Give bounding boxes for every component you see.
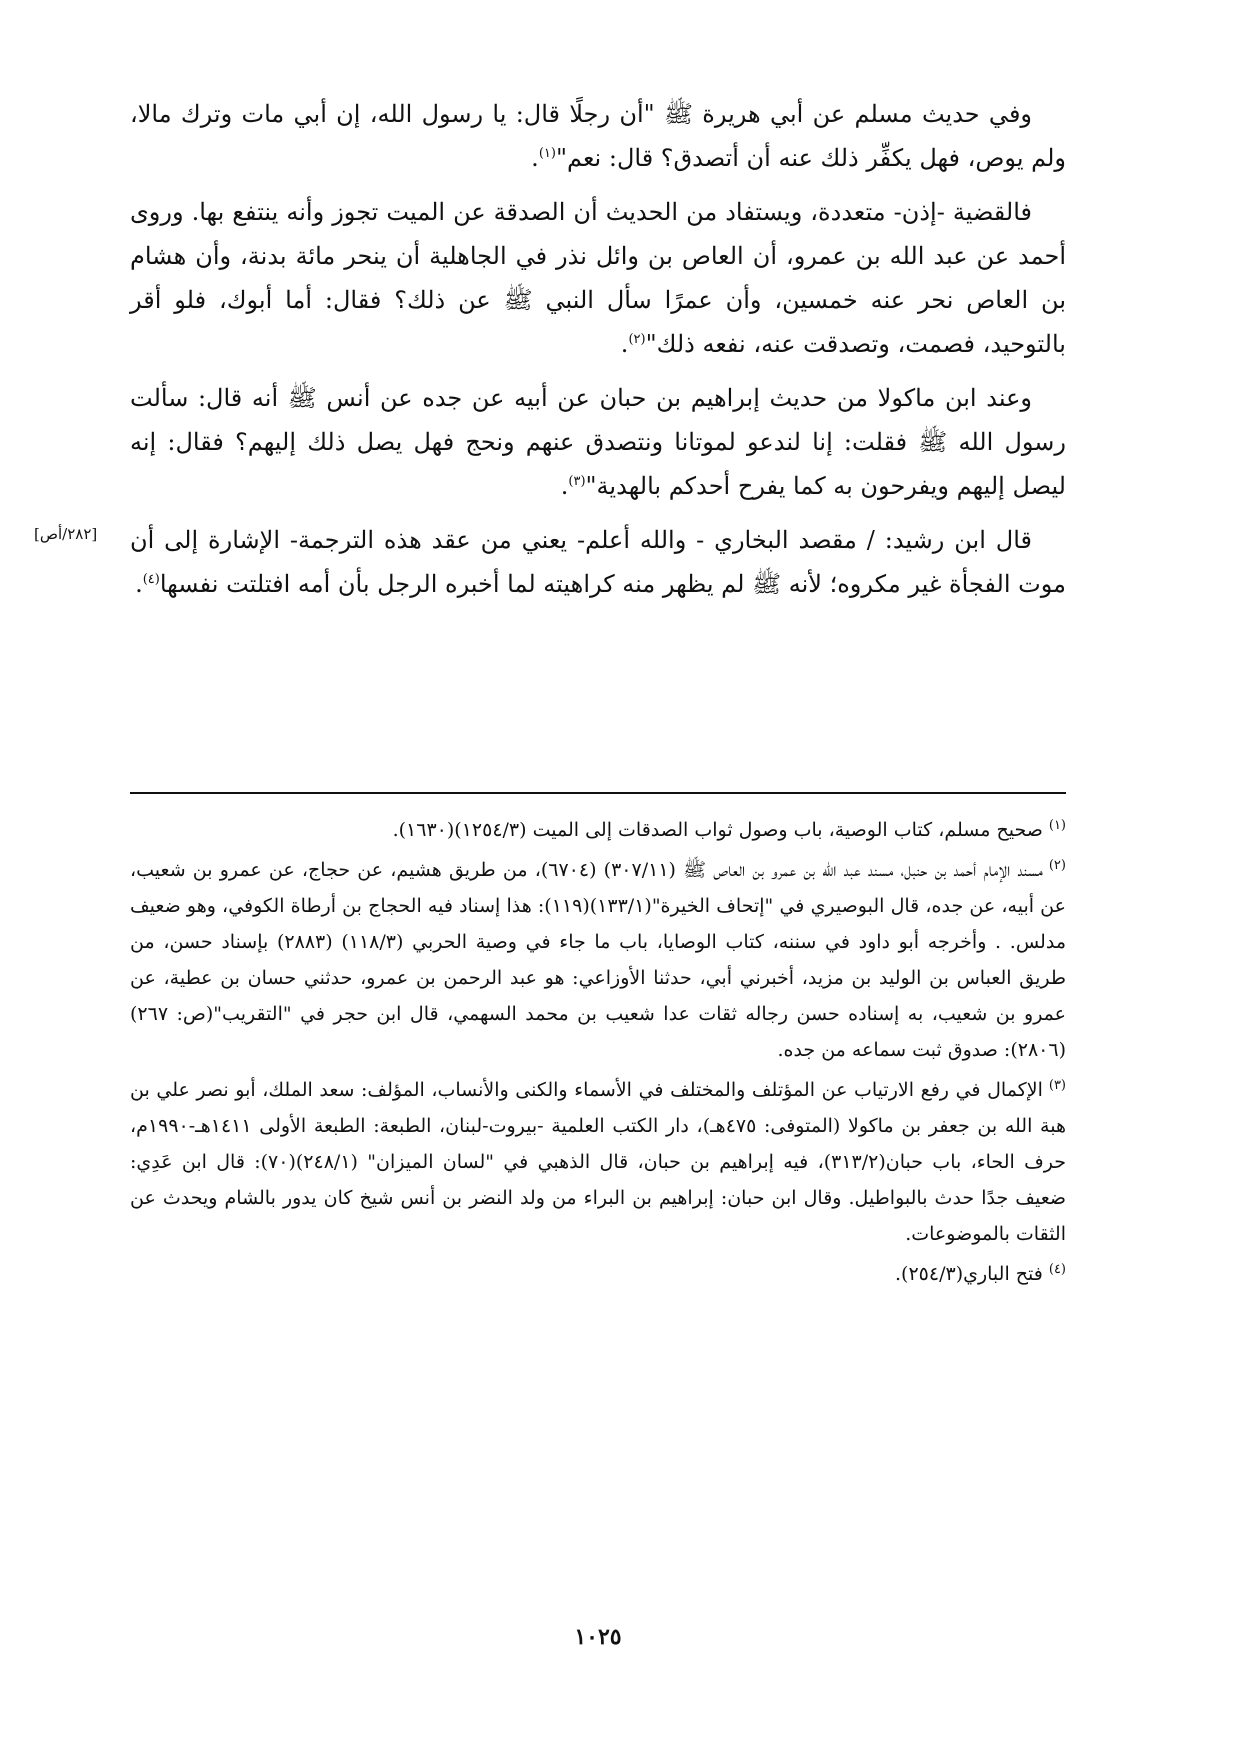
- paragraph-2: [130, 190, 1066, 366]
- footnote-separator: [130, 792, 1066, 794]
- footnote-3-number: (٣): [1048, 1077, 1066, 1093]
- footnote-1: [130, 812, 1066, 848]
- footnote-2: [130, 852, 1066, 1068]
- paragraph-4: [130, 518, 1066, 606]
- footnote-1-number: (١): [1048, 817, 1066, 833]
- paragraph-1-end: .: [531, 144, 539, 172]
- page-number: ١٠٢٥: [574, 1624, 622, 1650]
- footnote-ref-4[interactable]: (٤): [142, 572, 160, 587]
- footnote-3: [130, 1072, 1066, 1252]
- paragraph-4-wrap: [34, 518, 1066, 606]
- paragraph-3-end: .: [560, 472, 569, 500]
- paragraph-2-end: .: [620, 330, 629, 358]
- paragraph-3-text: وعند ابن ماكولا من حديث إبراهيم بن حبان عن أبيه عن جده عن أنس ﷺ أنه قال: سألت رسول الله ﷺ فقلت: إنا لندعو لموتانا ونتصدق عنهم ونحج فهل يصل ذلك إليهم؟ فقال: إنه ليصل إليهم ويفرحون به كما يفرح أحدكم بالهدية": [130, 384, 1066, 500]
- paragraph-3: [130, 376, 1066, 508]
- footnote-4-number: (٤): [1048, 1261, 1066, 1277]
- paragraph-4-end: .: [135, 570, 143, 598]
- paragraph-1-text: وفي حديث مسلم عن أبي هريرة ﷺ "أن رجلًا قال: يا رسول الله، إن أبي مات وترك مالا، ولم يوص، فهل يكفِّر ذلك عنه أن أتصدق؟ قال: نعم": [130, 100, 1066, 172]
- footnote-ref-3[interactable]: (٣): [568, 474, 586, 489]
- footnote-ref-1[interactable]: (١): [538, 146, 556, 161]
- paragraph-4-text: قال ابن رشيد: / مقصد البخاري - والله أعلم- يعني من عقد هذه الترجمة- الإشارة إلى أن موت الفجأة غير مكروه؛ لأنه ﷺ لم يظهر منه كراهيته لما أخبره الرجل بأن أمه افتلتت نفسها: [130, 526, 1066, 598]
- paragraph-2-text: فالقضية -إذن- متعددة، ويستفاد من الحديث أن الصدقة عن الميت تجوز وأنه ينتفع بها. وروى أحمد عن عبد الله بن عمرو، أن العاص بن وائل نذر في الجاهلية أن ينحر مائة بدنة، وأن هشام بن العاص نحر عنه خمسين، وأن عمرًا سأل النبي ﷺ عن ذلك؟ فقال: أما أبوك، فلو أقر بالتوحيد، فصمت، وتصدقت عنه، نفعه ذلك": [130, 198, 1066, 358]
- footnote-2-text: مسند الإمام أحمد بن حنبل، مسند عبد الله بن عمرو بن العاص ﷺ (٣٠٧/١١) (٦٧٠٤)، من طريق هشيم، عن حجاج، عن عمرو بن شعيب، عن أبيه، عن جده، قال البوصيري في "إتحاف الخيرة"(١٣٣/١)(١١٩): هذا إسناد فيه الحجاج بن أرطاة الكوفي، وهو ضعيف مدلس. . وأخرجه أبو داود في سننه، كتاب الوصايا، باب ما جاء في وصية الحربي (١١٨/٣) (٢٨٨٣) بإسناد حسن، من طريق العباس بن الوليد بن مزيد، أخبرني أبي، حدثنا الأوزاعي: هو عبد الرحمن بن عمرو، حدثني حسان بن عطية، عن عمرو بن شعيب، به إسناده حسن رجاله ثقات عدا شعيب بن محمد السهمي، قال ابن حجر في "التقريب"(ص: ٢٦٧)(٢٨٠٦): صدوق ثبت سماعه من جده.: [130, 859, 1066, 1061]
- footnotes: [130, 812, 1066, 1296]
- footnote-1-text: صحيح مسلم، كتاب الوصية، باب وصول ثواب الصدقات إلى الميت (١٢٥٤/٣)(١٦٣٠).: [392, 819, 1043, 841]
- document-page: [34, 92, 1067, 1692]
- footnote-2-number: (٢): [1048, 857, 1066, 873]
- margin-manuscript-note: [٢٨٢/أص]: [34, 525, 98, 543]
- main-text: [34, 92, 1066, 606]
- footnote-4: [130, 1256, 1066, 1292]
- footnote-4-text: فتح الباري(٢٥٤/٣).: [895, 1263, 1043, 1285]
- paragraph-1: [130, 92, 1066, 180]
- footnote-ref-2[interactable]: (٢): [628, 332, 646, 347]
- footnote-3-text: الإكمال في رفع الارتياب عن المؤتلف والمختلف في الأسماء والكنى والأنساب، المؤلف: سعد الملك، أبو نصر علي بن هبة الله بن جعفر بن ماكولا (المتوفى: ٤٧٥هـ)، دار الكتب العلمية -بيروت-لبنان، الطبعة: الطبعة الأولى ١٤١١هـ-١٩٩٠م، حرف الحاء، باب حبان(٣١٣/٢)، فيه إبراهيم بن حبان، قال الذهبي في "لسان الميزان" (٢٤٨/١)(٧٠): قال ابن عَدِي: ضعيف جدًا حدث بالبواطيل. وقال ابن حبان: إبراهيم بن البراء من ولد النضر بن أنس شيخ كان يدور بالشام ويحدث عن الثقات بالموضوعات.: [130, 1079, 1067, 1245]
